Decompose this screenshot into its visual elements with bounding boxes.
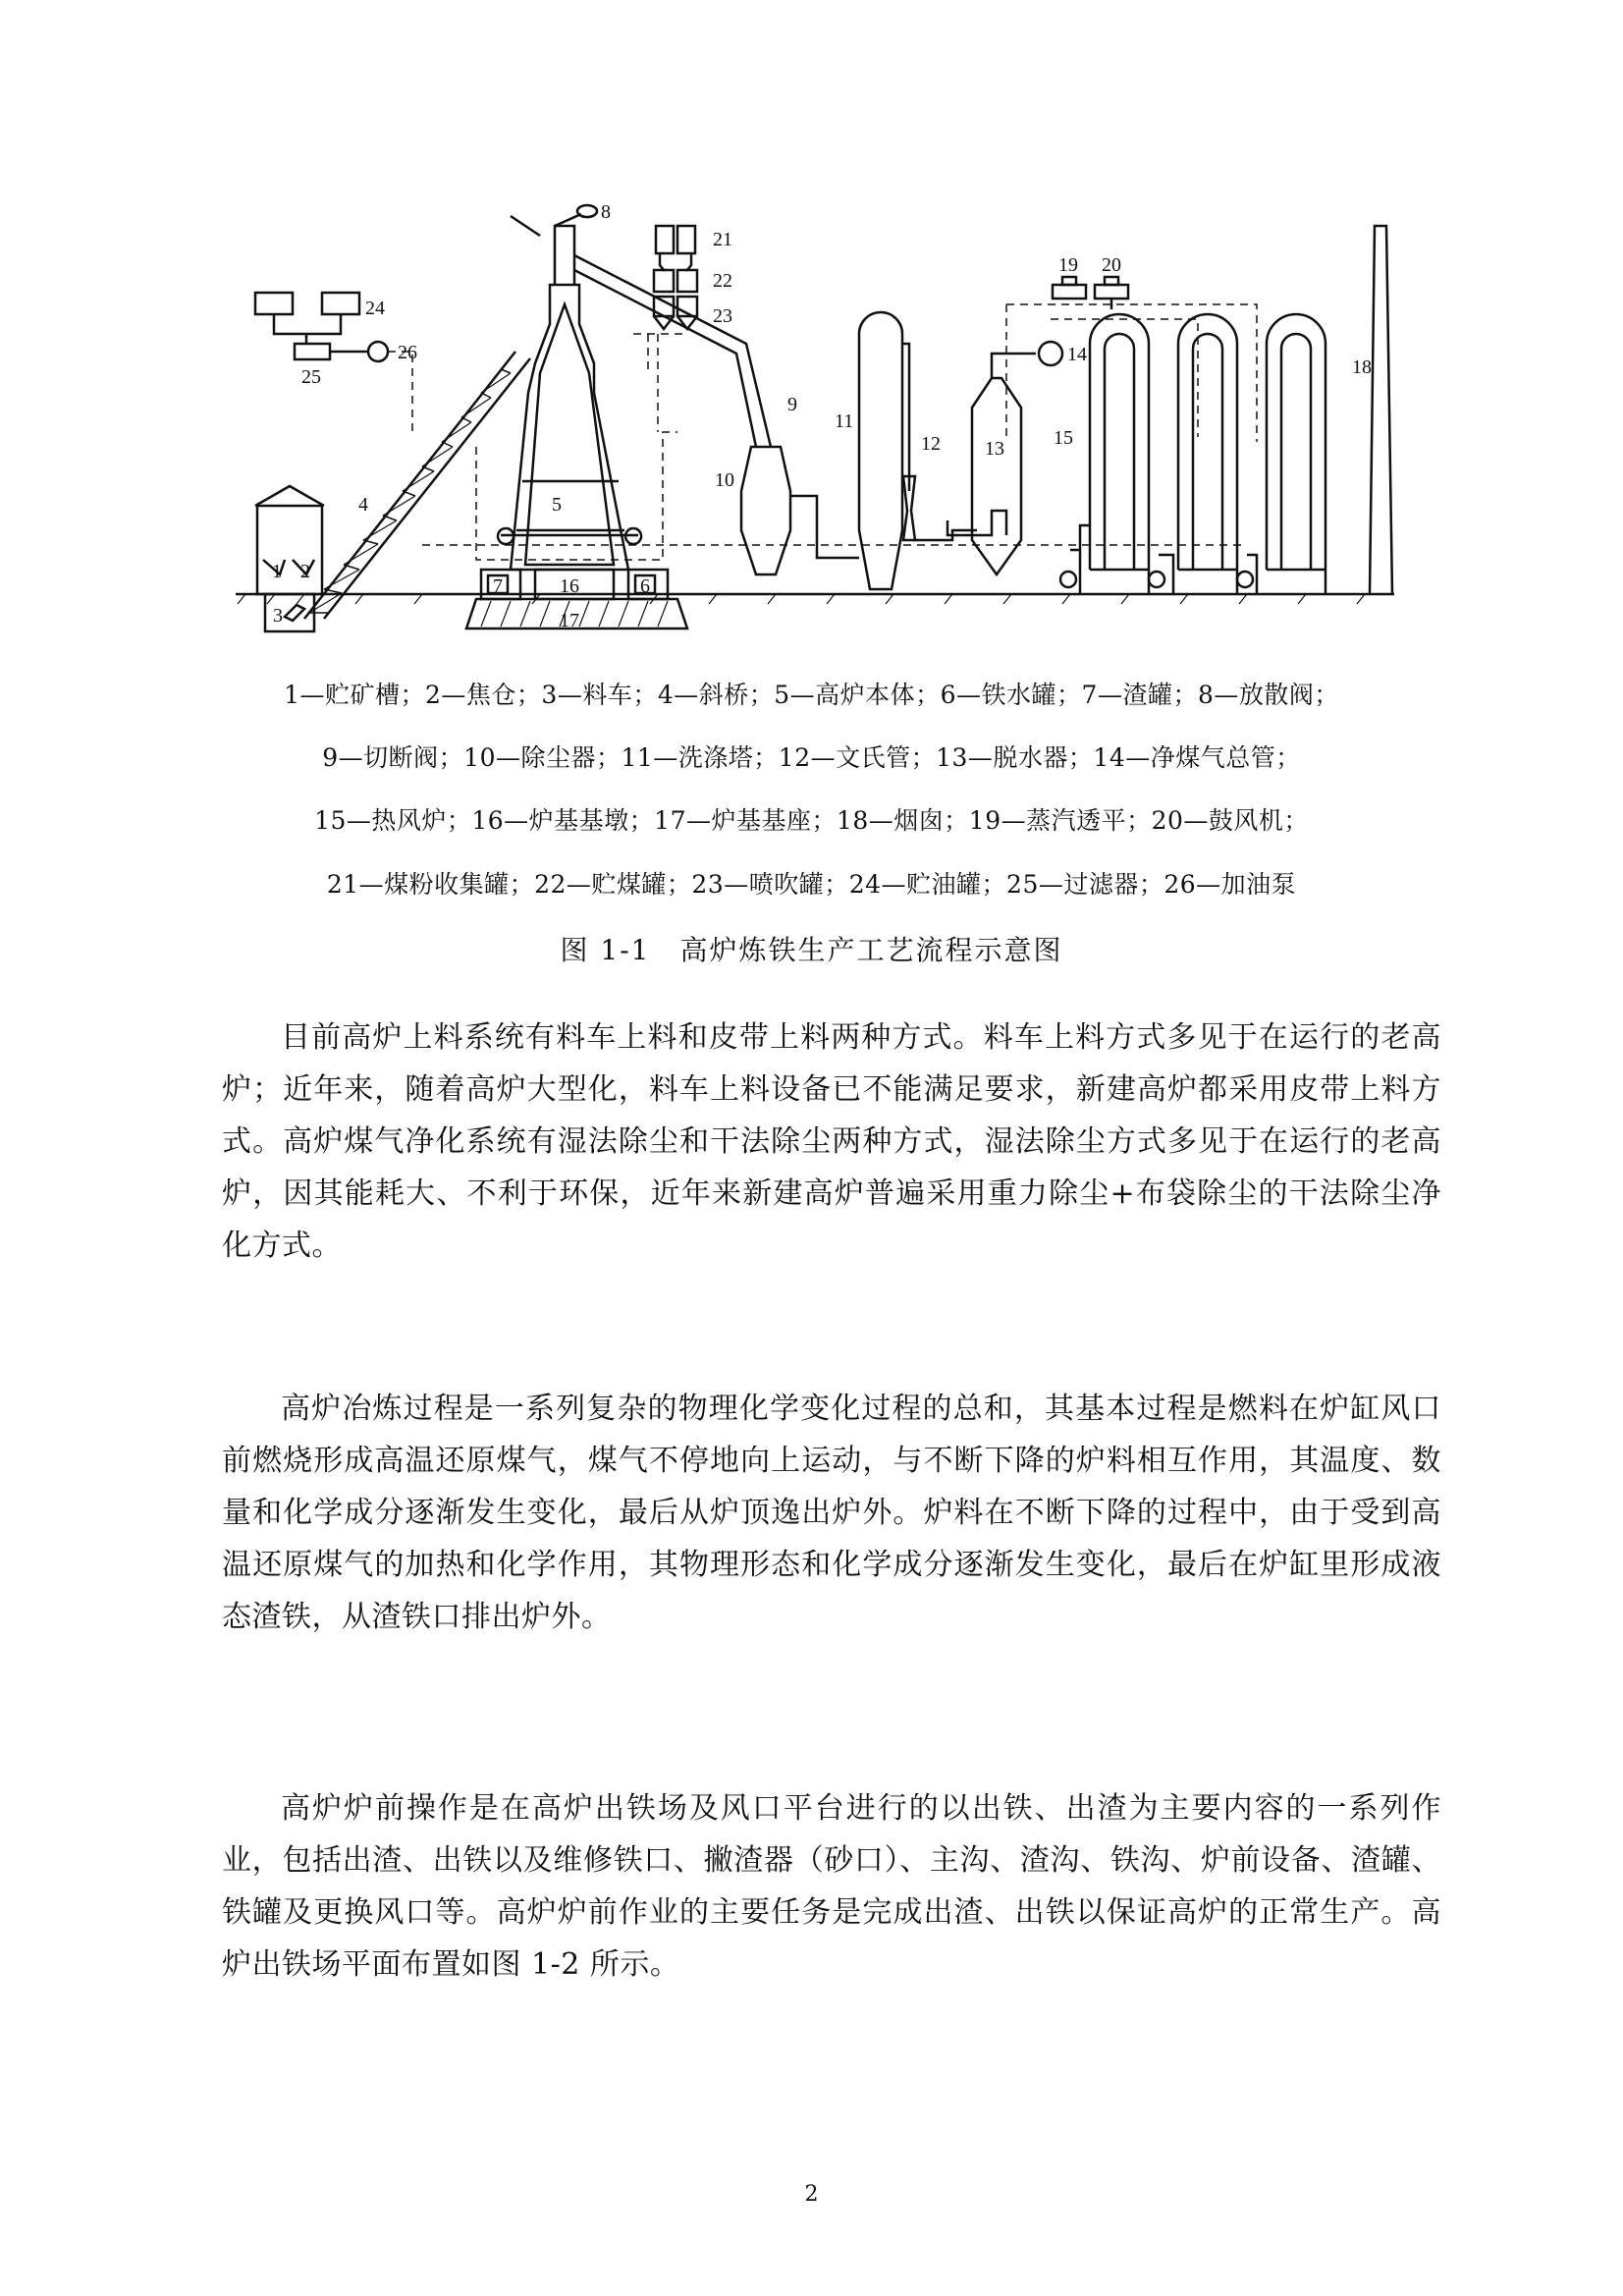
oil-system [255,293,412,432]
figure-caption: 图 1-1 高炉炼铁生产工艺流程示意图 [560,934,1063,966]
hot-blast-stoves [1060,314,1325,594]
figure-legend-line-2: 9—切断阀；10—除尘器；11—洗涤塔；12—文氏管；13—脱水器；14—净煤气总管； [322,743,1301,772]
label-3: 3 [273,605,283,627]
label-21: 21 [713,229,732,250]
paragraph-smelting-process: 高炉冶炼过程是一系列复杂的物理化学变化过程的总和，其基本过程是燃料在炉缸风口前燃烧形成高温还原煤气，煤气不停地向上运动，与不断下降的炉料相互作用，其温度、数量和化学成分逐渐发生变化，最后从炉顶逸出炉外。炉料在不断下降的过程中，由于受到高温还原煤气的加热和化学作用，其物理形态和化学成分逐渐发生变化，最后在炉缸里形成液态渣铁，从渣铁口排出炉外。 [222,1392,1441,1634]
paragraph-charging-and-gas-cleaning: 目前高炉上料系统有料车上料和皮带上料两种方式。料车上料方式多见于在运行的老高炉；近年来，随着高炉大型化，料车上料设备已不能满足要求，新建高炉都采用皮带上料方式。高炉煤气净化系统有湿法除尘和干法除尘两种方式，湿法除尘方式多见于在运行的老高炉，因其能耗大、不利于环保，近年来新建高炉普遍采用重力除尘+布袋除尘的干法除尘净化方式。 [222,1020,1441,1263]
label-7: 7 [493,575,503,597]
chimney [1370,226,1392,594]
label-2: 2 [300,561,310,582]
figure-legend-line-4: 21—煤粉收集罐；22—贮煤罐；23—喷吹罐；24—贮油罐；25—过滤器；26—加油泵 [326,870,1297,899]
label-19: 19 [1058,254,1078,276]
label-10: 10 [715,469,734,491]
label-11: 11 [835,410,854,432]
figure-legend-line-1: 1—贮矿槽；2—焦仓；3—料车；4—斜桥；5—高炉本体；6—铁水罐；7—渣罐；8—放散阀； [284,681,1339,709]
venturi-tube [903,476,977,540]
dehydrator [947,342,1062,574]
label-24: 24 [365,298,385,319]
label-9: 9 [787,394,797,415]
blast-furnace-body [498,205,641,570]
label-8: 8 [601,201,611,223]
label-1: 1 [272,561,282,582]
page-number: 2 [804,2182,819,2207]
diagram-number-labels [272,201,1372,631]
label-12: 12 [921,433,941,455]
label-25: 25 [301,366,321,388]
paragraph-cast-house-operation: 高炉炉前操作是在高炉出铁场及风口平台进行的以出铁、出渣为主要内容的一系列作业，包括出渣、出铁以及维修铁口、撇渣器（砂口）、主沟、渣沟、铁沟、炉前设备、渣罐、铁罐及更换风口等。高炉炉前作业的主要任务是完成出渣、出铁以保证高炉的正常生产。高炉出铁场平面布置如图 1-2 所示。 [222,1791,1441,1982]
label-23: 23 [713,305,732,327]
process-flow-diagram [216,196,1414,668]
label-14: 14 [1067,344,1087,365]
ground-hatching [238,594,1365,604]
label-6: 6 [640,575,650,597]
washing-tower [859,312,909,589]
label-18: 18 [1352,356,1372,378]
label-15: 15 [1054,427,1073,449]
figure-legend-line-3: 15—热风炉；16—炉基基墩；17—炉基基座；18—烟囱；19—蒸汽透平；20—鼓风机； [314,806,1309,835]
label-16: 16 [560,575,579,597]
blast-furnace-schematic [216,196,1414,668]
dust-catcher [741,447,859,574]
label-4: 4 [358,494,368,516]
label-13: 13 [985,438,1004,460]
label-26: 26 [398,342,417,363]
label-22: 22 [713,270,732,292]
label-5: 5 [552,494,562,516]
label-20: 20 [1102,254,1121,276]
label-17: 17 [560,610,579,631]
